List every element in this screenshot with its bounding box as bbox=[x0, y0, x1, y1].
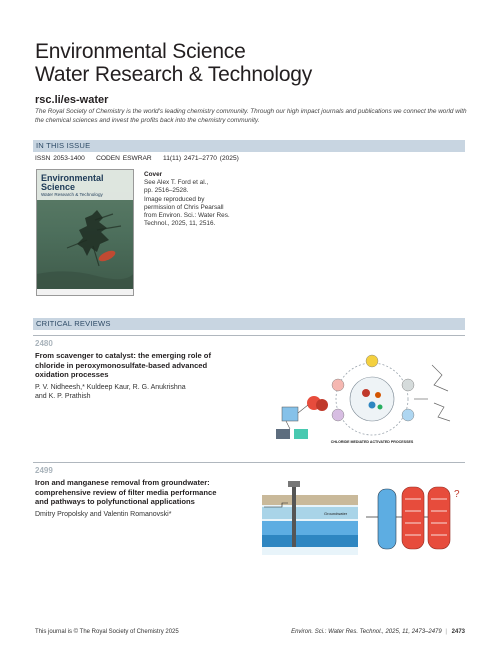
critical-reviews-heading: CRITICAL REVIEWS bbox=[33, 318, 465, 330]
article-title[interactable] bbox=[35, 351, 243, 380]
cover-logo-line2: Science bbox=[41, 182, 76, 192]
authors-line: Dmitry Propolsky and Valentin Romanovski* bbox=[35, 511, 172, 518]
cover-logo-line1: Environmental bbox=[41, 173, 104, 183]
cover-line1: See Alex T. Ford et al., bbox=[144, 179, 209, 187]
article-page-number: 2499 bbox=[35, 466, 53, 475]
coden: CODEN ESWRAR bbox=[96, 155, 152, 162]
figure-caption-text: Groundwater bbox=[324, 511, 348, 516]
article-authors bbox=[35, 510, 245, 519]
footer-separator: | bbox=[445, 629, 447, 635]
cover-heading: Cover bbox=[144, 171, 163, 178]
journal-title-line1: Environmental Science bbox=[35, 40, 246, 63]
in-this-issue-heading: IN THIS ISSUE bbox=[33, 140, 465, 152]
footer-copyright: This journal is © The Royal Society of Chemistry 2025 bbox=[35, 629, 179, 635]
journal-link[interactable]: rsc.li/es-water bbox=[35, 94, 109, 106]
article-page-number: 2480 bbox=[35, 339, 53, 348]
divider bbox=[33, 335, 465, 336]
cover-caption bbox=[144, 171, 264, 228]
divider bbox=[33, 462, 465, 463]
cover-line5: from Environ. Sci.: Water Res. bbox=[144, 212, 230, 220]
article-authors bbox=[35, 383, 245, 402]
footer-page-number: 2473 bbox=[451, 629, 465, 635]
article-title-line: From scavenger to catalyst: the emerging role of bbox=[35, 351, 211, 360]
authors-line: P. V. Nidheesh,* Kuldeep Kaur, R. G. Anukrishna bbox=[35, 384, 186, 391]
article-title-line: chloride in peroxymonosulfate-based advanced bbox=[35, 360, 208, 370]
cover-line2: pp. 2516–2528. bbox=[144, 187, 189, 195]
cover-logo-line3: Water Research & Technology bbox=[41, 192, 103, 197]
question-mark-icon: ? bbox=[454, 489, 460, 500]
cover-line4: permission of Chris Pearsall bbox=[144, 203, 224, 211]
journal-title bbox=[35, 40, 312, 86]
figure-caption-text: CHLORIDE MEDIATED ACTIVATED PROCESSES bbox=[330, 440, 414, 444]
cover-line6: Technol., 2025, 11, 2516. bbox=[144, 220, 216, 228]
journal-title-line2: Water Research & Technology bbox=[35, 63, 313, 86]
footer-citation bbox=[291, 629, 465, 635]
cover-line3: Image reproduced by bbox=[144, 195, 205, 203]
article-title[interactable] bbox=[35, 478, 243, 507]
volume-info: 11(11) 2471–2770 (2025) bbox=[163, 155, 239, 162]
authors-line: and K. P. Prathish bbox=[35, 393, 91, 401]
graphical-abstract-1-art bbox=[262, 345, 462, 450]
footer-citation-text: Environ. Sci.: Water Res. Technol., 2025, 11, 2473–2479 bbox=[291, 629, 442, 635]
graphical-abstract-2 bbox=[262, 477, 462, 555]
issn-line bbox=[35, 155, 239, 162]
article-title-line: oxidation processes bbox=[35, 370, 109, 380]
article-title-line: and pathways to polyfunctional applications bbox=[35, 497, 195, 507]
cover-logo bbox=[41, 174, 104, 198]
journal-blurb: The Royal Society of Chemistry is the world's leading chemistry community. Through our high impact journals and publications we connect the world with the chemical sciences and invest the profits back into the chemistry community. bbox=[35, 108, 467, 124]
article-title-line: Iron and manganese removal from groundwater: bbox=[35, 478, 210, 487]
issn: ISSN 2053-1400 bbox=[35, 155, 85, 162]
cover-image[interactable] bbox=[36, 169, 134, 296]
article-title-line: comprehensive review of filter media performance bbox=[35, 487, 217, 497]
graphical-abstract-1 bbox=[262, 345, 462, 450]
graphical-abstract-2-art bbox=[262, 477, 462, 555]
